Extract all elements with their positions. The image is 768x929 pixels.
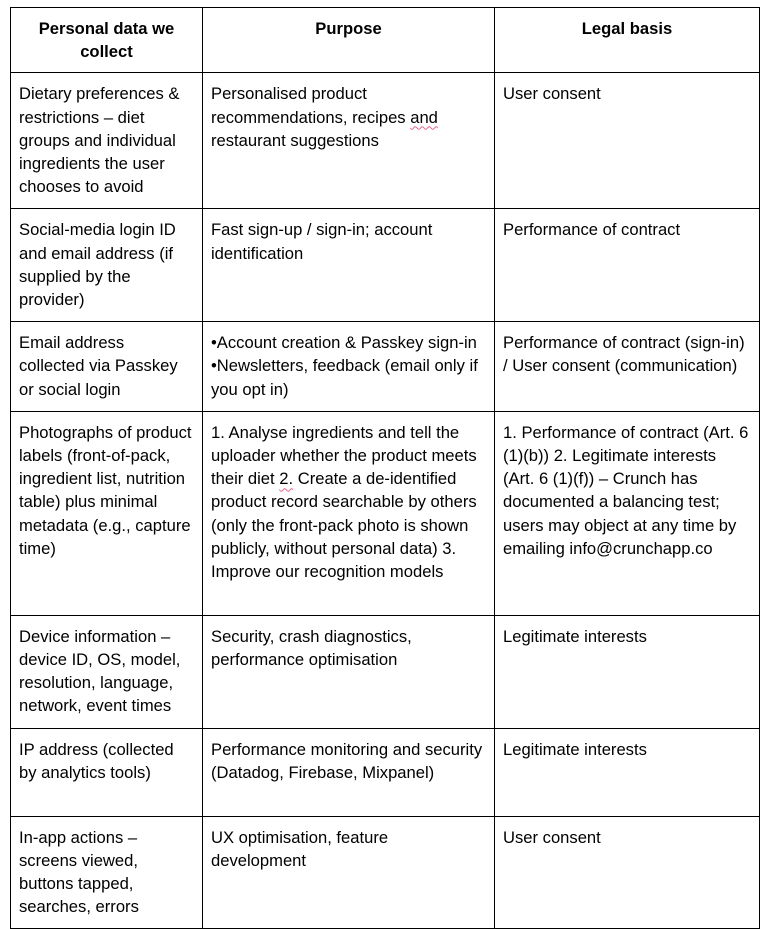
spellcheck-flagged-word: 2. — [279, 469, 294, 489]
table-row — [11, 322, 760, 412]
table-row — [11, 615, 760, 728]
cell-personal-data: Device information – device ID, OS, model, resolution, language, network, event times — [11, 615, 203, 728]
spellcheck-flagged-word: and — [410, 107, 438, 127]
cell-legal-basis: User consent — [495, 73, 760, 209]
cell-legal-basis: User consent — [495, 816, 760, 929]
cell-personal-data: In-app actions – screens viewed, buttons tapped, searches, errors — [11, 816, 203, 929]
table-header-row — [11, 8, 760, 73]
cell-personal-data: Photographs of product labels (front-of-pack, ingredient list, nutrition table) plus minimal metadata (e.g., capture time) — [11, 411, 203, 615]
personal-data-table — [10, 7, 760, 929]
cell-purpose: Performance monitoring and security (Datadog, Firebase, Mixpanel) — [203, 728, 495, 816]
cell-personal-data: IP address (collected by analytics tools) — [11, 728, 203, 816]
cell-purpose: UX optimisation, feature development — [203, 816, 495, 929]
cell-personal-data: Dietary preferences & restrictions – diet groups and individual ingredients the user chooses to avoid — [11, 73, 203, 209]
cell-purpose: Fast sign-up / sign-in; account identification — [203, 209, 495, 322]
cell-purpose-text: restaurant suggestions — [211, 130, 379, 150]
table-row — [11, 209, 760, 322]
cell-purpose-text: 1. Analyse ingredients and tell the uploader whether the product meets their diet — [211, 422, 477, 489]
table-row — [11, 411, 760, 615]
cell-purpose-text: Personalised product recommendations, recipes — [211, 84, 411, 127]
cell-legal-basis: 1. Performance of contract (Art. 6 (1)(b)) 2. Legitimate interests (Art. 6 (1)(f)) – Crunch has documented a balancing test; users may object at any time by emailing info@crunchapp.co — [495, 411, 760, 615]
cell-legal-basis: Performance of contract (sign-in) / User consent (communication) — [495, 322, 760, 412]
cell-purpose-text: Create a de-identified product record searchable by others (only the front-pack photo is shown publicly, without personal data) 3. Improve our recognition models — [211, 469, 477, 582]
cell-personal-data: Social-media login ID and email address (if supplied by the provider) — [11, 209, 203, 322]
cell-purpose: •Account creation & Passkey sign-in •Newsletters, feedback (email only if you opt in) — [203, 322, 495, 412]
table-row — [11, 816, 760, 929]
cell-personal-data: Email address collected via Passkey or social login — [11, 322, 203, 412]
cell-legal-basis: Performance of contract — [495, 209, 760, 322]
cell-legal-basis: Legitimate interests — [495, 728, 760, 816]
cell-purpose: Security, crash diagnostics, performance optimisation — [203, 615, 495, 728]
cell-purpose — [203, 73, 495, 209]
header-purpose: Purpose — [203, 8, 495, 73]
cell-purpose — [203, 411, 495, 615]
table-row — [11, 73, 760, 209]
header-personal-data: Personal data we collect — [11, 8, 203, 73]
header-legal-basis: Legal basis — [495, 8, 760, 73]
cell-legal-basis: Legitimate interests — [495, 615, 760, 728]
table-row — [11, 728, 760, 816]
